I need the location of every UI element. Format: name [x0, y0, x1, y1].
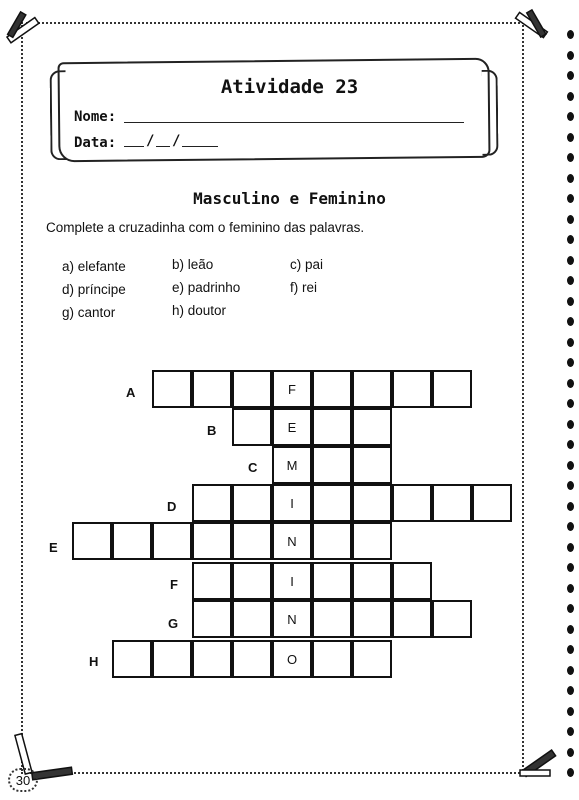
crossword-cell[interactable] — [392, 600, 432, 638]
crossword-cell[interactable] — [192, 522, 232, 560]
page-number: 30 — [8, 768, 38, 792]
crossword-cell[interactable] — [432, 600, 472, 638]
crossword-cell[interactable] — [152, 522, 192, 560]
crossword-cell[interactable] — [392, 484, 432, 522]
crossword-cell[interactable] — [232, 484, 272, 522]
crossword-key-cell[interactable]: E — [272, 408, 312, 446]
crossword-cell[interactable] — [432, 484, 472, 522]
crossword-label-d: D — [167, 499, 177, 514]
activity-title: Atividade 23 — [220, 76, 359, 98]
word-item: a) elefante — [62, 259, 126, 274]
crossword-cell[interactable] — [232, 522, 272, 560]
crossword-cell[interactable] — [152, 370, 192, 408]
crossword-cell[interactable] — [432, 370, 472, 408]
word-item: e) padrinho — [172, 280, 241, 295]
crossword-cell[interactable] — [352, 408, 392, 446]
date-separator: / — [146, 133, 155, 149]
name-field[interactable] — [124, 122, 464, 123]
crossword-cell[interactable] — [312, 640, 352, 678]
pencil-icon — [516, 740, 560, 784]
crossword-cell[interactable] — [232, 408, 272, 446]
crossword-cell[interactable] — [192, 562, 232, 600]
crossword-cell[interactable] — [352, 446, 392, 484]
crossword-key-cell[interactable]: N — [272, 600, 312, 638]
crossword-cell[interactable] — [352, 640, 392, 678]
crossword-cell[interactable] — [192, 640, 232, 678]
crossword-key-cell[interactable]: M — [272, 446, 312, 484]
crossword-cell[interactable] — [312, 522, 352, 560]
crossword-cell[interactable] — [352, 370, 392, 408]
word-item: f) rei — [290, 280, 317, 295]
crossword-cell[interactable] — [312, 562, 352, 600]
word-item: g) cantor — [62, 305, 116, 320]
crossword-label-h: H — [89, 654, 99, 669]
crossword-label-b: B — [207, 423, 217, 438]
crossword-key-cell[interactable]: I — [272, 562, 312, 600]
crossword-cell[interactable] — [392, 562, 432, 600]
pencil-icon — [510, 4, 554, 48]
word-item: d) príncipe — [62, 282, 126, 297]
crossword-cell[interactable] — [312, 600, 352, 638]
word-item: h) doutor — [172, 303, 227, 318]
crossword-cell[interactable] — [312, 408, 352, 446]
crossword-cell[interactable] — [312, 446, 352, 484]
date-day-field[interactable] — [124, 146, 144, 147]
date-label: Data: — [74, 135, 117, 151]
word-item: c) pai — [290, 257, 324, 272]
date-year-field[interactable] — [182, 146, 218, 147]
date-month-field[interactable] — [156, 146, 170, 147]
crossword-key-cell[interactable]: N — [272, 522, 312, 560]
crossword-key-cell[interactable]: F — [272, 370, 312, 408]
crossword-label-f: F — [170, 577, 178, 592]
crossword-label-c: C — [248, 460, 258, 475]
name-label: Nome: — [74, 109, 117, 125]
crossword-cell[interactable] — [232, 640, 272, 678]
crossword-cell[interactable] — [312, 370, 352, 408]
crossword-label-e: E — [49, 540, 58, 555]
crossword-cell[interactable] — [192, 484, 232, 522]
crossword-cell[interactable] — [112, 522, 152, 560]
crossword-cell[interactable] — [472, 484, 512, 522]
word-item: b) leão — [172, 257, 214, 272]
crossword-cell[interactable] — [192, 600, 232, 638]
crossword-key-cell[interactable]: I — [272, 484, 312, 522]
crossword-label-g: G — [168, 616, 179, 631]
crossword-cell[interactable] — [392, 370, 432, 408]
crossword-cell[interactable] — [232, 562, 272, 600]
crossword-cell[interactable] — [72, 522, 112, 560]
header-scroll — [57, 58, 490, 163]
date-separator: / — [172, 133, 181, 149]
crossword-cell[interactable] — [312, 484, 352, 522]
crossword-cell[interactable] — [352, 562, 392, 600]
crossword-cell[interactable] — [352, 600, 392, 638]
pencil-icon — [2, 8, 46, 52]
spiral-binding — [567, 30, 577, 790]
crossword-cell[interactable] — [232, 370, 272, 408]
crossword-cell[interactable] — [112, 640, 152, 678]
crossword-key-cell[interactable]: O — [272, 640, 312, 678]
instruction-text: Complete a cruzadinha com o feminino das palavras. — [46, 220, 365, 235]
crossword-label-a: A — [126, 385, 136, 400]
crossword-cell[interactable] — [232, 600, 272, 638]
section-subtitle: Masculino e Feminino — [193, 189, 386, 208]
crossword-cell[interactable] — [352, 522, 392, 560]
crossword-cell[interactable] — [352, 484, 392, 522]
crossword-cell[interactable] — [152, 640, 192, 678]
crossword-cell[interactable] — [192, 370, 232, 408]
